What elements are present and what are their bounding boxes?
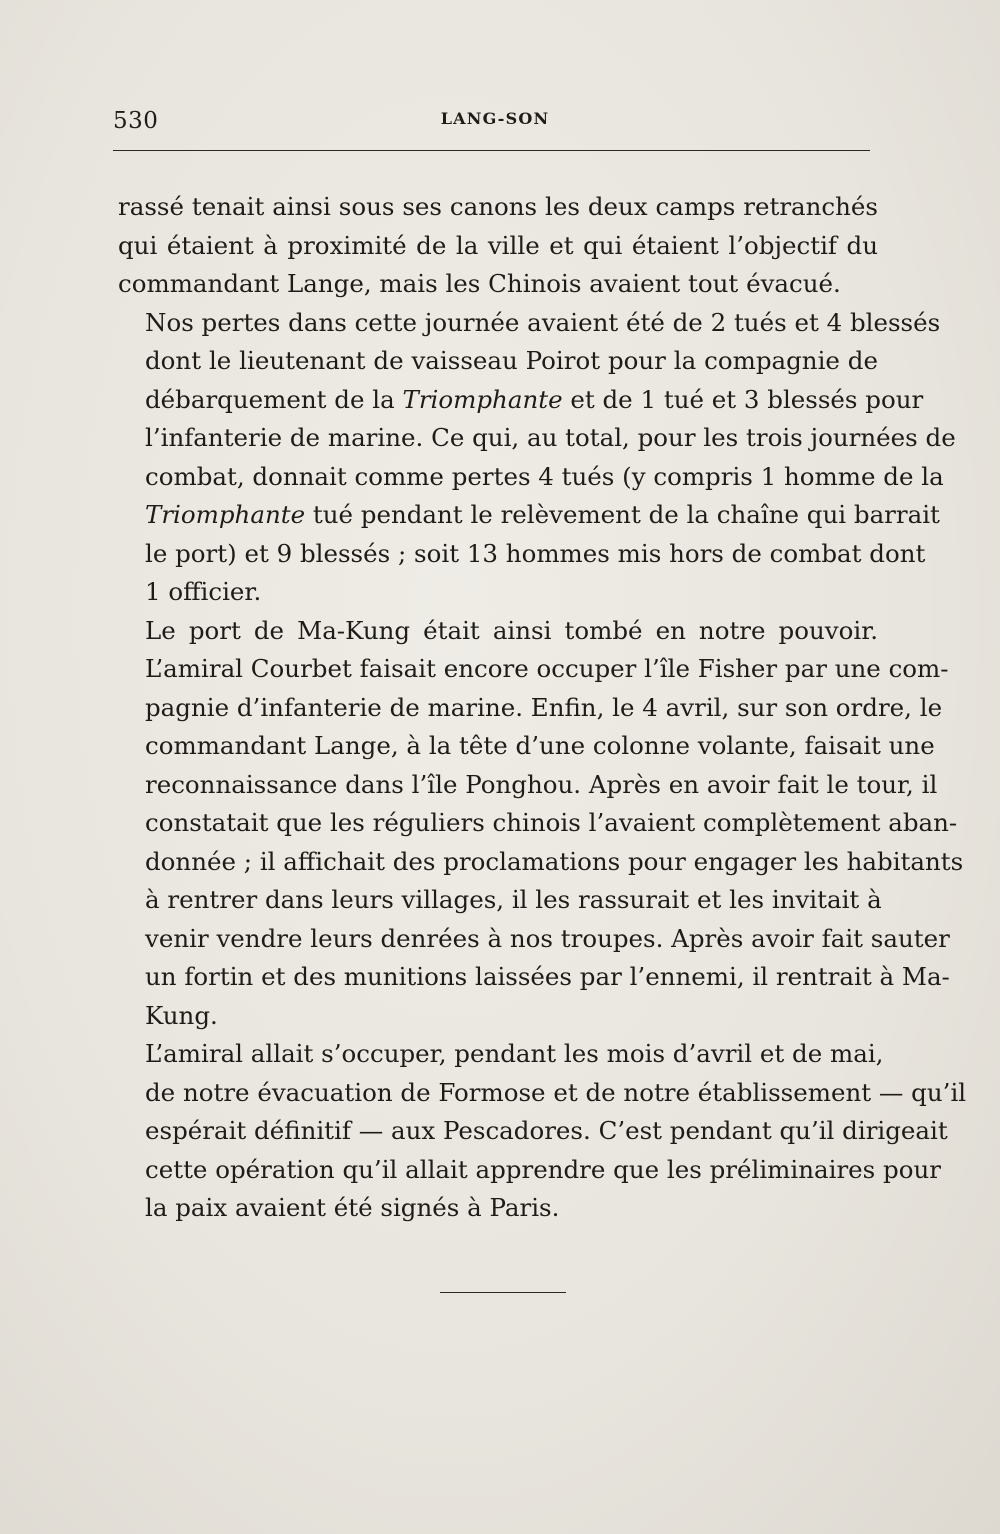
text-line: L’amiral allait s’occuper, pendant les mois d’avril et de mai, — [145, 1039, 884, 1068]
text-line: espérait définitif — aux Pescadores. C’est pendant qu’il dirigeait — [145, 1116, 948, 1145]
running-title: LANG-SON — [440, 109, 550, 128]
text-line: cette opération qu’il allait apprendre que les préliminaires pour — [145, 1154, 941, 1184]
text-line: combat, donnait comme pertes 4 tués (y compris 1 homme de la — [145, 461, 944, 491]
text-line: commandant Lange, mais les Chinois avaient tout évacué. — [118, 269, 841, 298]
text-line: Le port de Ma-Kung était ainsi tombé en notre pouvoir. — [145, 615, 878, 645]
text-line: rassé tenait ainsi sous ses canons les deux camps retranchés — [118, 192, 878, 221]
text-line: Triomphante tué pendant le relèvement de la chaîne qui barrait — [145, 500, 940, 529]
text-line: qui étaient à proximité de la ville et qui étaient l’objectif du — [118, 230, 878, 260]
text-line: l’infanterie de marine. Ce qui, au total, pour les trois journées de — [145, 423, 956, 452]
text-line: Nos pertes dans cette journée avaient été de 2 tués et 4 blessés — [145, 307, 941, 337]
text-line: donnée ; il affichait des proclamations pour engager les habitants — [145, 846, 964, 876]
header-rule — [113, 150, 870, 151]
page-number: 530 — [113, 108, 159, 134]
paragraph-2 — [118, 304, 956, 612]
text-line: débarquement de la Triomphante et de 1 tué et 3 blessés pour — [145, 384, 924, 414]
text-line: reconnaissance dans l’île Ponghou. Après en avoir fait le tour, il — [145, 769, 938, 799]
text-line: pagnie d’infanterie de marine. Enfin, le 4 avril, sur son ordre, le — [145, 692, 943, 722]
text-line: 1 officier. — [145, 577, 262, 606]
text-line: la paix avaient été signés à Paris. — [145, 1193, 560, 1222]
text-line: le port) et 9 blessés ; soit 13 hommes mis hors de combat dont — [145, 538, 926, 568]
paragraph-1 — [118, 188, 878, 304]
text-line: venir vendre leurs denrées à nos troupes. Après avoir fait sauter — [145, 923, 950, 953]
text-line: commandant Lange, à la tête d’une colonne volante, faisait une — [145, 731, 935, 760]
text-line: constatait que les réguliers chinois l’avaient complètement aban- — [145, 808, 958, 837]
text-line: Kung. — [145, 1000, 218, 1030]
ship-name-italic: Triomphante — [402, 384, 563, 414]
body-text — [118, 188, 967, 1228]
paragraph-3 — [118, 612, 964, 1036]
text-line: L’amiral Courbet faisait encore occuper l’île Fisher par une com- — [145, 654, 949, 683]
ship-name-italic: Triomphante — [145, 500, 306, 529]
text-line: de notre évacuation de Formose et de notre établissement — qu’il — [145, 1077, 967, 1107]
text-line: à rentrer dans leurs villages, il les rassurait et les invitait à — [145, 885, 882, 914]
paragraph-4 — [118, 1035, 967, 1228]
text-line: dont le lieutenant de vaisseau Poirot pour la compagnie de — [145, 346, 878, 375]
end-rule — [440, 1292, 566, 1293]
text-line: un fortin et des munitions laissées par l’ennemi, il rentrait à Ma- — [145, 962, 950, 991]
